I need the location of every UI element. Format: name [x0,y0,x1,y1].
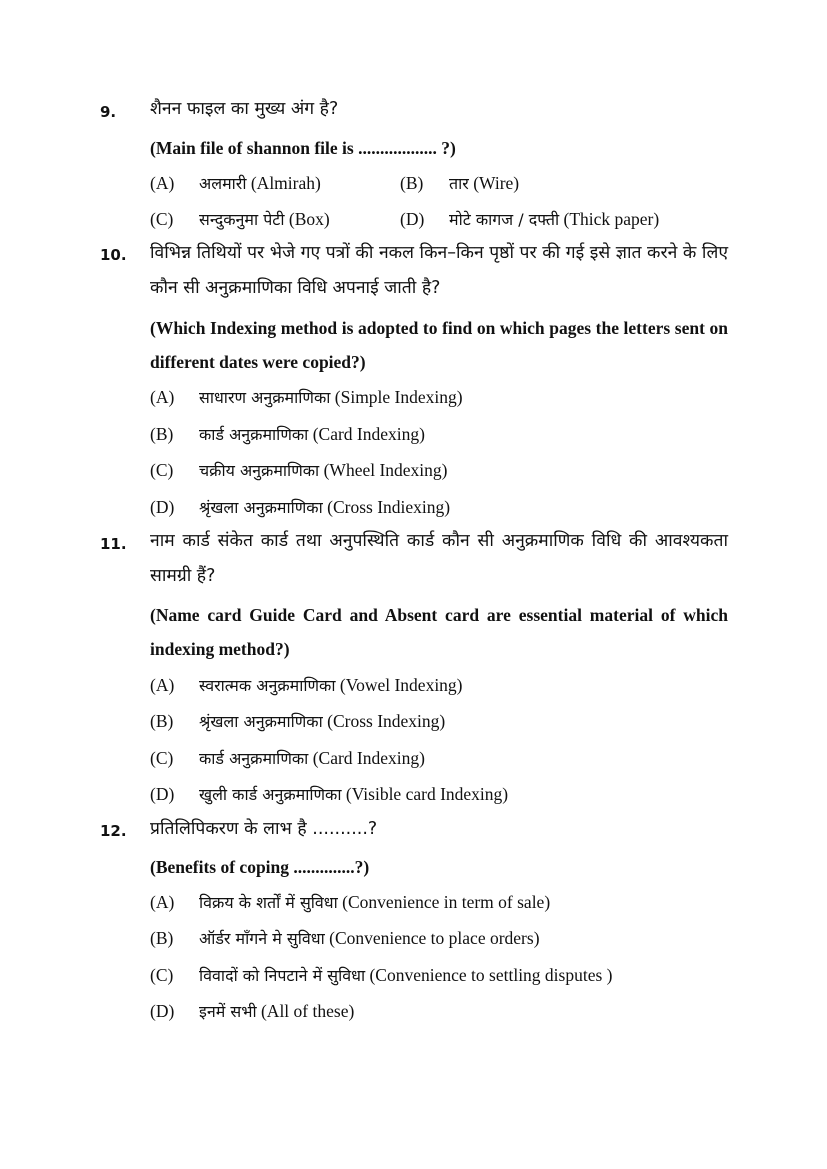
option-text-hindi: अलमारी [199,174,247,193]
option-text-hindi: श्रृंखला अनुक्रमाणिका [199,712,323,731]
option-b [150,706,750,737]
option-label: (D) [150,497,175,517]
option-a [150,670,750,701]
option-text-hindi: सन्दुकनुमा पेटी [199,210,285,229]
option-text-english: (Cross Indexing) [327,711,446,731]
option-text-hindi: कार्ड अनुक्रमाणिका [199,425,309,444]
question-text-hindi: शैनन फाइल का मुख्य अंग है? [150,99,339,119]
option-label: (A) [150,675,175,695]
option-text-english: (Cross Indiexing) [327,497,451,517]
option-text-english: (Convenience in term of sale) [342,892,551,912]
option-label: (C) [150,748,174,768]
option-d [150,492,750,523]
option-text-english: (Box) [288,209,330,229]
option-text-english: (Convenience to settling disputes ) [369,965,613,985]
option-d [150,779,750,810]
option-label: (A) [150,892,175,912]
option-text-english: (Wheel Indexing) [323,460,448,480]
question-text-hindi: प्रतिलिपिकरण के लाभ है ..........? [150,819,378,839]
question-text-english: (Benefits of coping ..............?) [150,857,370,877]
question-text-hindi: विभिन्न तिथियों पर भेजे गए पत्रों की नकल किन–किन पृष्ठों पर की गई इसे ज्ञात करने के लिए कौन सी अनुक्रमाणिका विधि अपनाई जाती है? [150,243,728,298]
question-number: 11. [100,535,127,553]
option-text-english: (Card Indexing) [312,424,425,444]
option-text-hindi: स्वरात्मक अनुक्रमाणिका [199,676,336,695]
option-text-hindi: तार [449,174,469,193]
option-text-hindi: कार्ड अनुक्रमाणिका [199,749,309,768]
option-text-hindi: विक्रय के शर्तों में सुविधा [199,893,338,912]
option-label: (D) [150,784,175,804]
question-text-hindi: नाम कार्ड संकेत कार्ड तथा अनुपस्थिति कार्ड कौन सी अनुक्रमाणिक विधि की आवश्यकता सामग्री हैं? [150,531,728,586]
option-label: (B) [400,173,424,193]
option-text-english: (Simple Indexing) [334,387,463,407]
option-label: (D) [150,1001,175,1021]
option-text-english: (Card Indexing) [312,748,425,768]
option-c [150,455,750,486]
option-label: (A) [150,387,175,407]
option-b [150,419,750,450]
option-text-hindi: साधारण अनुक्रमाणिका [199,388,331,407]
option-text-english: (Wire) [473,173,520,193]
option-text-english: (Convenience to place orders) [329,928,540,948]
option-a [150,168,321,199]
option-a [150,382,750,413]
option-label: (B) [150,711,174,731]
option-text-hindi: श्रृंखला अनुक्रमाणिका [199,498,323,517]
question-number: 9. [100,103,117,121]
option-text-english: (Thick paper) [563,209,660,229]
option-label: (C) [150,965,174,985]
option-b [150,923,750,954]
option-text-english: (Vowel Indexing) [339,675,463,695]
option-label: (A) [150,173,175,193]
option-text-english: (Almirah) [250,173,321,193]
option-text-hindi: इनमें सभी [199,1002,257,1021]
question-text-english: (Main file of shannon file is .................. ?) [150,138,456,158]
question-number: 12. [100,822,127,840]
option-text-hindi: ऑर्डर माँगने मे सुविधा [199,929,325,948]
option-c [150,960,750,991]
option-text-hindi: चक्रीय अनुक्रमाणिका [199,461,320,480]
option-label: (B) [150,928,174,948]
option-a [150,887,750,918]
option-text-english: (Visible card Indexing) [345,784,509,804]
question-text-english: (Name card Guide Card and Absent card are essential material of which indexing method?) [150,605,728,659]
option-c [150,743,750,774]
option-text-hindi: खुली कार्ड अनुक्रमाणिका [199,785,342,804]
option-b [400,168,519,199]
question-text-english: (Which Indexing method is adopted to find on which pages the letters sent on different dates were copied?) [150,318,728,372]
option-label: (B) [150,424,174,444]
option-d [150,996,750,1027]
option-text-hindi: मोटे कागज / दफ्ती [449,210,560,229]
option-text-english: (All of these) [260,1001,355,1021]
option-d [400,204,659,235]
question-number: 10. [100,246,127,264]
option-label: (C) [150,209,174,229]
option-label: (D) [400,209,425,229]
option-c [150,204,330,235]
option-label: (C) [150,460,174,480]
option-text-hindi: विवादों को निपटाने में सुविधा [199,966,366,985]
